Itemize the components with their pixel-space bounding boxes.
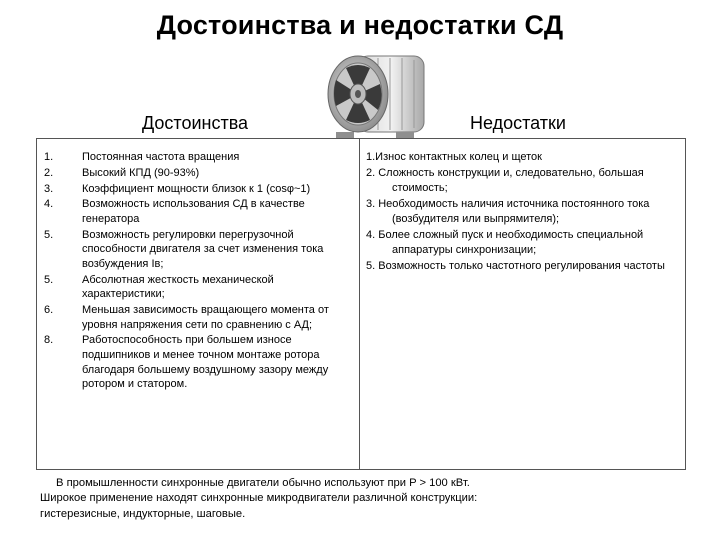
- list-item: 1.Износ контактных колец и щеток: [366, 151, 542, 163]
- item-text: Постоянная частота вращения: [82, 151, 240, 163]
- list-item: 5. Возможность только частотного регулирования частоты: [366, 259, 665, 272]
- item-text: Возможность использования СД в качестве генератора: [82, 198, 305, 225]
- list-item: 3. Необходимость наличия источника постоянного тока (возбудителя или выпрямителя);: [366, 197, 650, 225]
- list-item: [44, 333, 364, 391]
- item-text: Коэффициент мощности близок к 1 (cosφ~1): [82, 182, 311, 195]
- item-number: 2.: [44, 166, 54, 179]
- item-number: 1.: [44, 151, 54, 163]
- list-item: [44, 228, 364, 272]
- item-text: Возможность регулировки перегрузочной способности двигателя за счет изменения тока возбуждения Iв;: [82, 228, 324, 270]
- advantages-list: [44, 150, 364, 393]
- footer-note: [40, 476, 700, 522]
- page-title: Достоинства и недостатки СД: [156, 10, 564, 40]
- list-item: [44, 166, 364, 181]
- item-number: 8.: [44, 334, 54, 347]
- item-text: Работоспособность при большем износе подшипников и менее точном монтаже ротора благодаря большему воздушному зазору между ротором и статором.: [82, 334, 329, 391]
- list-item: [44, 303, 364, 332]
- item-text: Меньшая зависимость вращающего момента от уровня напряжения сети по сравнению с АД;: [82, 304, 329, 331]
- item-number: 6.: [44, 304, 54, 317]
- item-number: 5.: [44, 228, 54, 241]
- footer-line: Широкое применение находят синхронные микродвигатели различной конструкции:: [40, 492, 478, 505]
- item-number: 3.: [44, 182, 54, 195]
- footer-line: В промышленности синхронные двигатели обычно используют при P > 100 кВт.: [56, 477, 470, 489]
- item-number: 4.: [44, 198, 54, 211]
- item-text: Высокий КПД (90-93%): [82, 166, 200, 179]
- list-item: [44, 273, 364, 302]
- list-item: [44, 197, 364, 226]
- list-item: [44, 182, 364, 197]
- list-item: [44, 150, 364, 165]
- synchronous-motor-photo: [318, 46, 436, 146]
- disadvantages-list: [366, 150, 684, 275]
- list-item: 4. Более сложный пуск и необходимость специальной аппаратуры синхронизации;: [366, 228, 644, 256]
- item-number: 5.: [44, 273, 54, 286]
- list-item: 2. Сложность конструкции и, следовательно, большая стоимость;: [366, 166, 644, 194]
- disadvantages-header: Недостатки: [470, 113, 566, 133]
- item-text: Абсолютная жесткость механической характеристики;: [82, 273, 274, 301]
- advantages-header: Достоинства: [142, 113, 249, 133]
- footer-line: гистерезисные, индукторные, шаговые.: [40, 507, 246, 520]
